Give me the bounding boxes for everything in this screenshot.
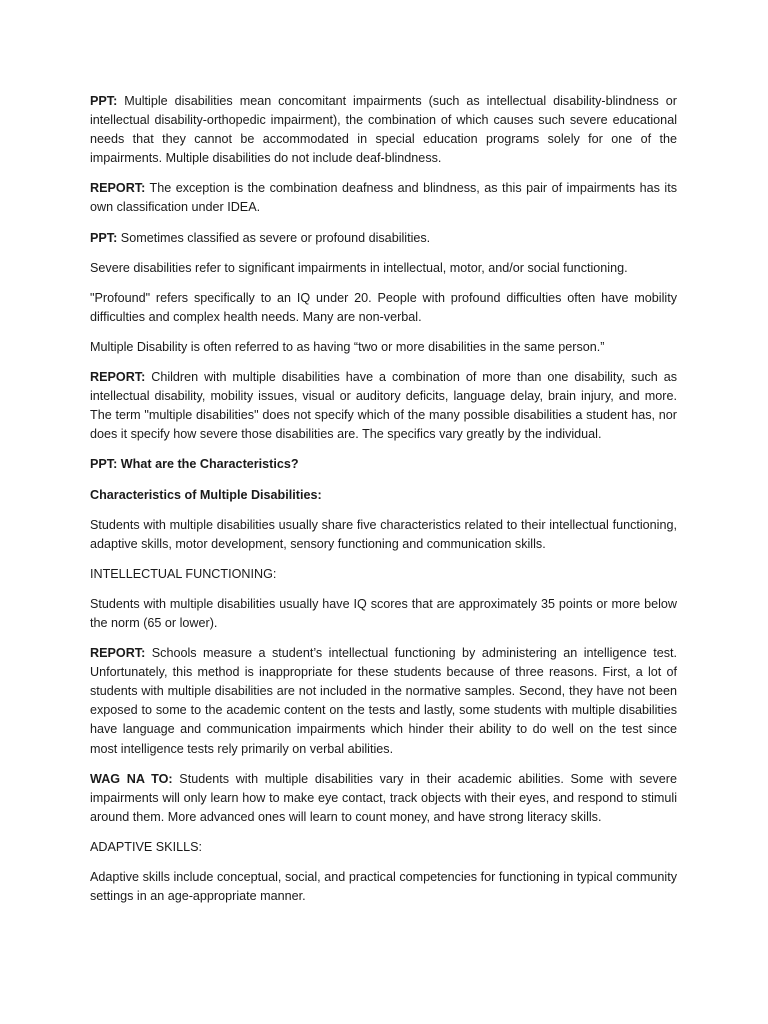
paragraph-14: [90, 770, 677, 827]
paragraph-10-text: Students with multiple disabilities usually share five characteristics related to their intellectual functioning, adaptive skills, motor development, sensory functioning and communication skills.: [90, 517, 677, 551]
section-heading-adaptive-skills: [90, 838, 677, 857]
paragraph-4-text: Severe disabilities refer to significant impairments in intellectual, motor, and/or social functioning.: [90, 260, 628, 275]
paragraph-6-text: Multiple Disability is often referred to as having “two or more disabilities in the same person.”: [90, 339, 605, 354]
paragraph-13-label: REPORT:: [90, 646, 146, 661]
paragraph-12-text: Students with multiple disabilities usually have IQ scores that are approximately 35 points or more below the norm (65 or lower).: [90, 596, 677, 630]
paragraph-16: [90, 868, 677, 906]
section-heading-intellectual-functioning: [90, 565, 677, 584]
paragraph-9-label: Characteristics of Multiple Disabilities:: [90, 487, 322, 502]
paragraph-14-text: Students with multiple disabilities vary in their academic abilities. Some with severe impairments will only learn how to make eye contact, track objects with their eyes, and respond to stimuli around them. More advanced ones will learn to count money, and have strong literacy skills.: [90, 771, 677, 824]
paragraph-7-text: Children with multiple disabilities have a combination of more than one disability, such as intellectual disability, mobility issues, visual or auditory deficits, language delay, brain injury, and more. The term "multiple disabilities" does not specify which of the many possible disabilities a student has, nor does it specify how severe those disabilities are. The specifics vary greatly by the individual.: [90, 370, 677, 442]
paragraph-15-text: ADAPTIVE SKILLS:: [90, 839, 202, 854]
paragraph-5: [90, 289, 677, 327]
document-page: [90, 92, 677, 917]
paragraph-2: [90, 179, 677, 217]
paragraph-14-label: WAG NA TO:: [90, 771, 173, 786]
paragraph-1: [90, 92, 677, 168]
paragraph-6: [90, 338, 677, 357]
paragraph-16-text: Adaptive skills include conceptual, social, and practical competencies for functioning in typical community settings in an age-appropriate manner.: [90, 870, 677, 904]
paragraph-11-text: INTELLECTUAL FUNCTIONING:: [90, 566, 277, 581]
paragraph-3-label: PPT:: [90, 230, 118, 245]
paragraph-7: [90, 368, 677, 444]
paragraph-12: [90, 595, 677, 633]
paragraph-3: [90, 229, 677, 248]
paragraph-7-label: REPORT:: [90, 370, 146, 385]
paragraph-1-text: Multiple disabilities mean concomitant impairments (such as intellectual disability-blindness or intellectual disability-orthopedic impairment), the combination of which causes such severe educational needs that they cannot be accommodated in special education programs solely for one of the impairments. Multiple disabilities do not include deaf-blindness.: [90, 94, 677, 166]
paragraph-2-label: REPORT:: [90, 181, 146, 196]
paragraph-4: [90, 259, 677, 278]
paragraph-2-text: The exception is the combination deafness and blindness, as this pair of impairments has its own classification under IDEA.: [90, 181, 677, 215]
paragraph-5-text: "Profound" refers specifically to an IQ under 20. People with profound difficulties often have mobility difficulties and complex health needs. Many are non-verbal.: [90, 290, 677, 324]
paragraph-10: [90, 516, 677, 554]
paragraph-13: [90, 644, 677, 759]
section-heading-characteristics-question: [90, 455, 677, 474]
paragraph-3-text: Sometimes classified as severe or profound disabilities.: [117, 230, 431, 245]
paragraph-13-text: Schools measure a student’s intellectual functioning by administering an intelligence test. Unfortunately, this method is inappropriate for these students because of three reasons. First, a lot of students with multiple disabilities are not included in the normative samples. Second, they have not been exposed to some to the academic content on the tests and lastly, some students with multiple disabilities have language and communication impairments which hinder their ability to do well on the test since most intelligence tests rely primarily on verbal abilities.: [90, 646, 677, 756]
paragraph-8-label: PPT: What are the Characteristics?: [90, 457, 299, 472]
section-heading-characteristics: [90, 486, 677, 505]
paragraph-1-label: PPT:: [90, 94, 118, 108]
